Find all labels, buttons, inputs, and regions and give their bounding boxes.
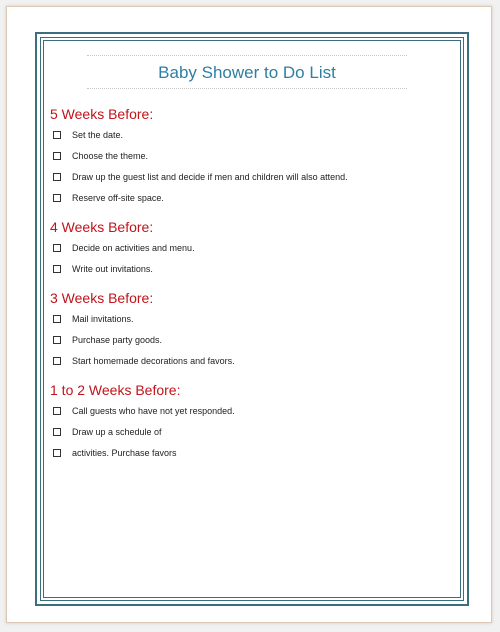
checkbox[interactable] bbox=[53, 265, 61, 273]
item-text: Call guests who have not yet responded. bbox=[72, 406, 235, 416]
checkbox[interactable] bbox=[53, 194, 61, 202]
section-3-weeks bbox=[50, 290, 460, 377]
section-heading: 3 Weeks Before: bbox=[50, 290, 154, 306]
checklist-item[interactable] bbox=[50, 243, 460, 264]
item-text: Draw up a schedule of bbox=[72, 427, 162, 437]
item-text: Purchase party goods. bbox=[72, 335, 163, 345]
item-text: Choose the theme. bbox=[72, 151, 149, 161]
checkbox[interactable] bbox=[53, 173, 61, 181]
checklist-item[interactable] bbox=[50, 193, 460, 214]
item-text: Set the date. bbox=[72, 130, 124, 140]
checkbox[interactable] bbox=[53, 152, 61, 160]
section-4-weeks bbox=[50, 219, 460, 285]
section-heading: 1 to 2 Weeks Before: bbox=[50, 382, 181, 398]
checklist bbox=[50, 106, 460, 474]
title-rule-top bbox=[87, 55, 407, 56]
item-text: Draw up the guest list and decide if men and children will also attend. bbox=[72, 172, 348, 182]
checkbox[interactable] bbox=[53, 336, 61, 344]
checklist-item[interactable] bbox=[50, 172, 460, 193]
checklist-item[interactable] bbox=[50, 356, 460, 377]
checkbox[interactable] bbox=[53, 357, 61, 365]
checklist-item[interactable] bbox=[50, 448, 460, 469]
document-page bbox=[6, 6, 492, 623]
item-text: Decide on activities and menu. bbox=[72, 243, 195, 253]
page-title: Baby Shower to Do List bbox=[158, 63, 336, 82]
section-1-2-weeks bbox=[50, 382, 460, 469]
section-5-weeks bbox=[50, 106, 460, 214]
item-text: Reserve off-site space. bbox=[72, 193, 164, 203]
checklist-item[interactable] bbox=[50, 130, 460, 151]
item-text: activities. Purchase favors bbox=[72, 448, 177, 458]
section-heading: 4 Weeks Before: bbox=[50, 219, 154, 235]
checkbox[interactable] bbox=[53, 428, 61, 436]
checkbox[interactable] bbox=[53, 244, 61, 252]
checklist-item[interactable] bbox=[50, 427, 460, 448]
checkbox[interactable] bbox=[53, 407, 61, 415]
checklist-item[interactable] bbox=[50, 406, 460, 427]
item-text: Mail invitations. bbox=[72, 314, 134, 324]
checkbox[interactable] bbox=[53, 449, 61, 457]
checklist-item[interactable] bbox=[50, 264, 460, 285]
section-heading: 5 Weeks Before: bbox=[50, 106, 154, 122]
item-text: Start homemade decorations and favors. bbox=[72, 356, 235, 366]
checklist-item[interactable] bbox=[50, 151, 460, 172]
item-text: Write out invitations. bbox=[72, 264, 153, 274]
checkbox[interactable] bbox=[53, 315, 61, 323]
checklist-item[interactable] bbox=[50, 335, 460, 356]
checklist-item[interactable] bbox=[50, 314, 460, 335]
title-rule-bottom bbox=[87, 88, 407, 89]
checkbox[interactable] bbox=[53, 131, 61, 139]
